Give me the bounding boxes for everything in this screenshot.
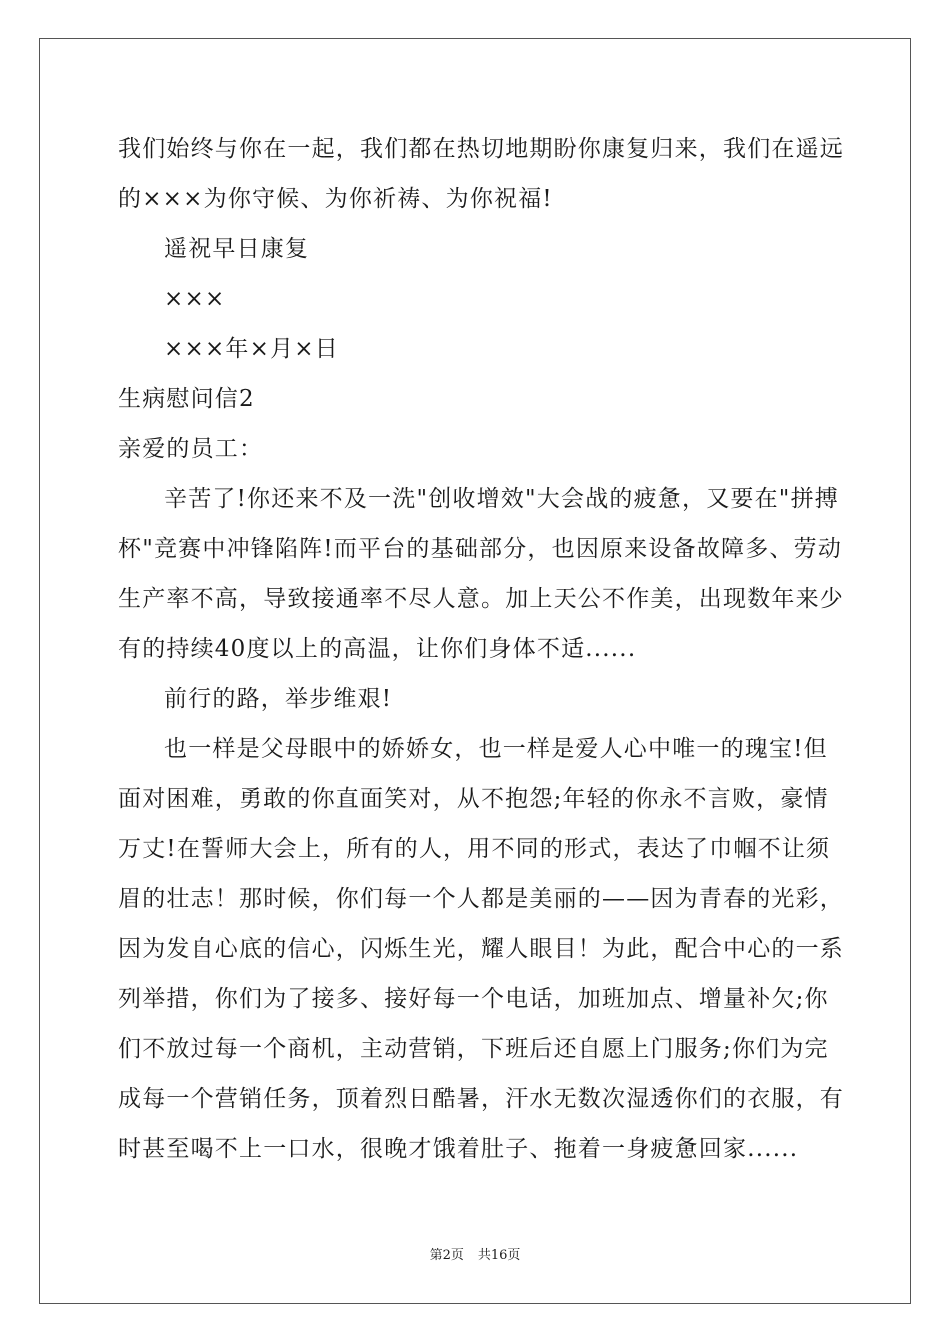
section-title: 生病慰问信2 bbox=[118, 386, 255, 412]
salutation: 亲爱的员工： bbox=[118, 436, 264, 462]
body-text-line: 时甚至喝不上一口水，很晚才饿着肚子、拖着一身疲惫回家...... bbox=[118, 1136, 799, 1162]
body-text-line: 眉的壮志！那时候，你们每一个人都是美丽的——因为青春的光彩， bbox=[118, 886, 844, 912]
body-text-line: 辛苦了!你还来不及一洗"创收增效"大会战的疲惫，又要在"拼搏 bbox=[164, 486, 839, 512]
body-text-line: 的×××为你守候、为你祈祷、为你祝福! bbox=[118, 186, 553, 212]
page-footer bbox=[0, 1247, 950, 1265]
body-text-line: 生产率不高，导致接通率不尽人意。加上天公不作美，出现数年来少 bbox=[118, 586, 844, 612]
page-total: 共16页 bbox=[477, 1248, 521, 1263]
body-text-line: 我们始终与你在一起，我们都在热切地期盼你康复归来，我们在遥远 bbox=[118, 136, 844, 162]
letter-date: ×××年×月×日 bbox=[164, 336, 339, 362]
body-text-line: 有的持续40度以上的高温，让你们身体不适...... bbox=[118, 636, 637, 662]
body-text-line: 成每一个营销任务，顶着烈日酷暑，汗水无数次湿透你们的衣服，有 bbox=[118, 1086, 844, 1112]
body-text-line: 因为发自心底的信心，闪烁生光，耀人眼目！为此，配合中心的一系 bbox=[118, 936, 844, 962]
body-text-line: 也一样是父母眼中的娇娇女，也一样是爱人心中唯一的瑰宝!但 bbox=[164, 736, 828, 762]
body-text-line: 杯"竞赛中冲锋陷阵!而平台的基础部分，也因原来设备故障多、劳动 bbox=[118, 536, 843, 562]
page-number: 第2页 bbox=[429, 1248, 464, 1263]
body-text-line: 列举措，你们为了接多、接好每一个电话，加班加点、增量补欠;你 bbox=[118, 986, 829, 1012]
body-text-line: 万丈!在誓师大会上，所有的人，用不同的形式，表达了巾帼不让须 bbox=[118, 836, 831, 862]
closing-wish: 遥祝早日康复 bbox=[164, 236, 310, 262]
body-text-line: 前行的路，举步维艰! bbox=[164, 686, 393, 712]
signature: ××× bbox=[164, 286, 226, 312]
body-text-line: 们不放过每一个商机，主动营销，下班后还自愿上门服务;你们为完 bbox=[118, 1036, 829, 1062]
body-text-line: 面对困难，勇敢的你直面笑对，从不抱怨;年轻的你永不言败，豪情 bbox=[118, 786, 829, 812]
page-border bbox=[39, 38, 911, 1304]
